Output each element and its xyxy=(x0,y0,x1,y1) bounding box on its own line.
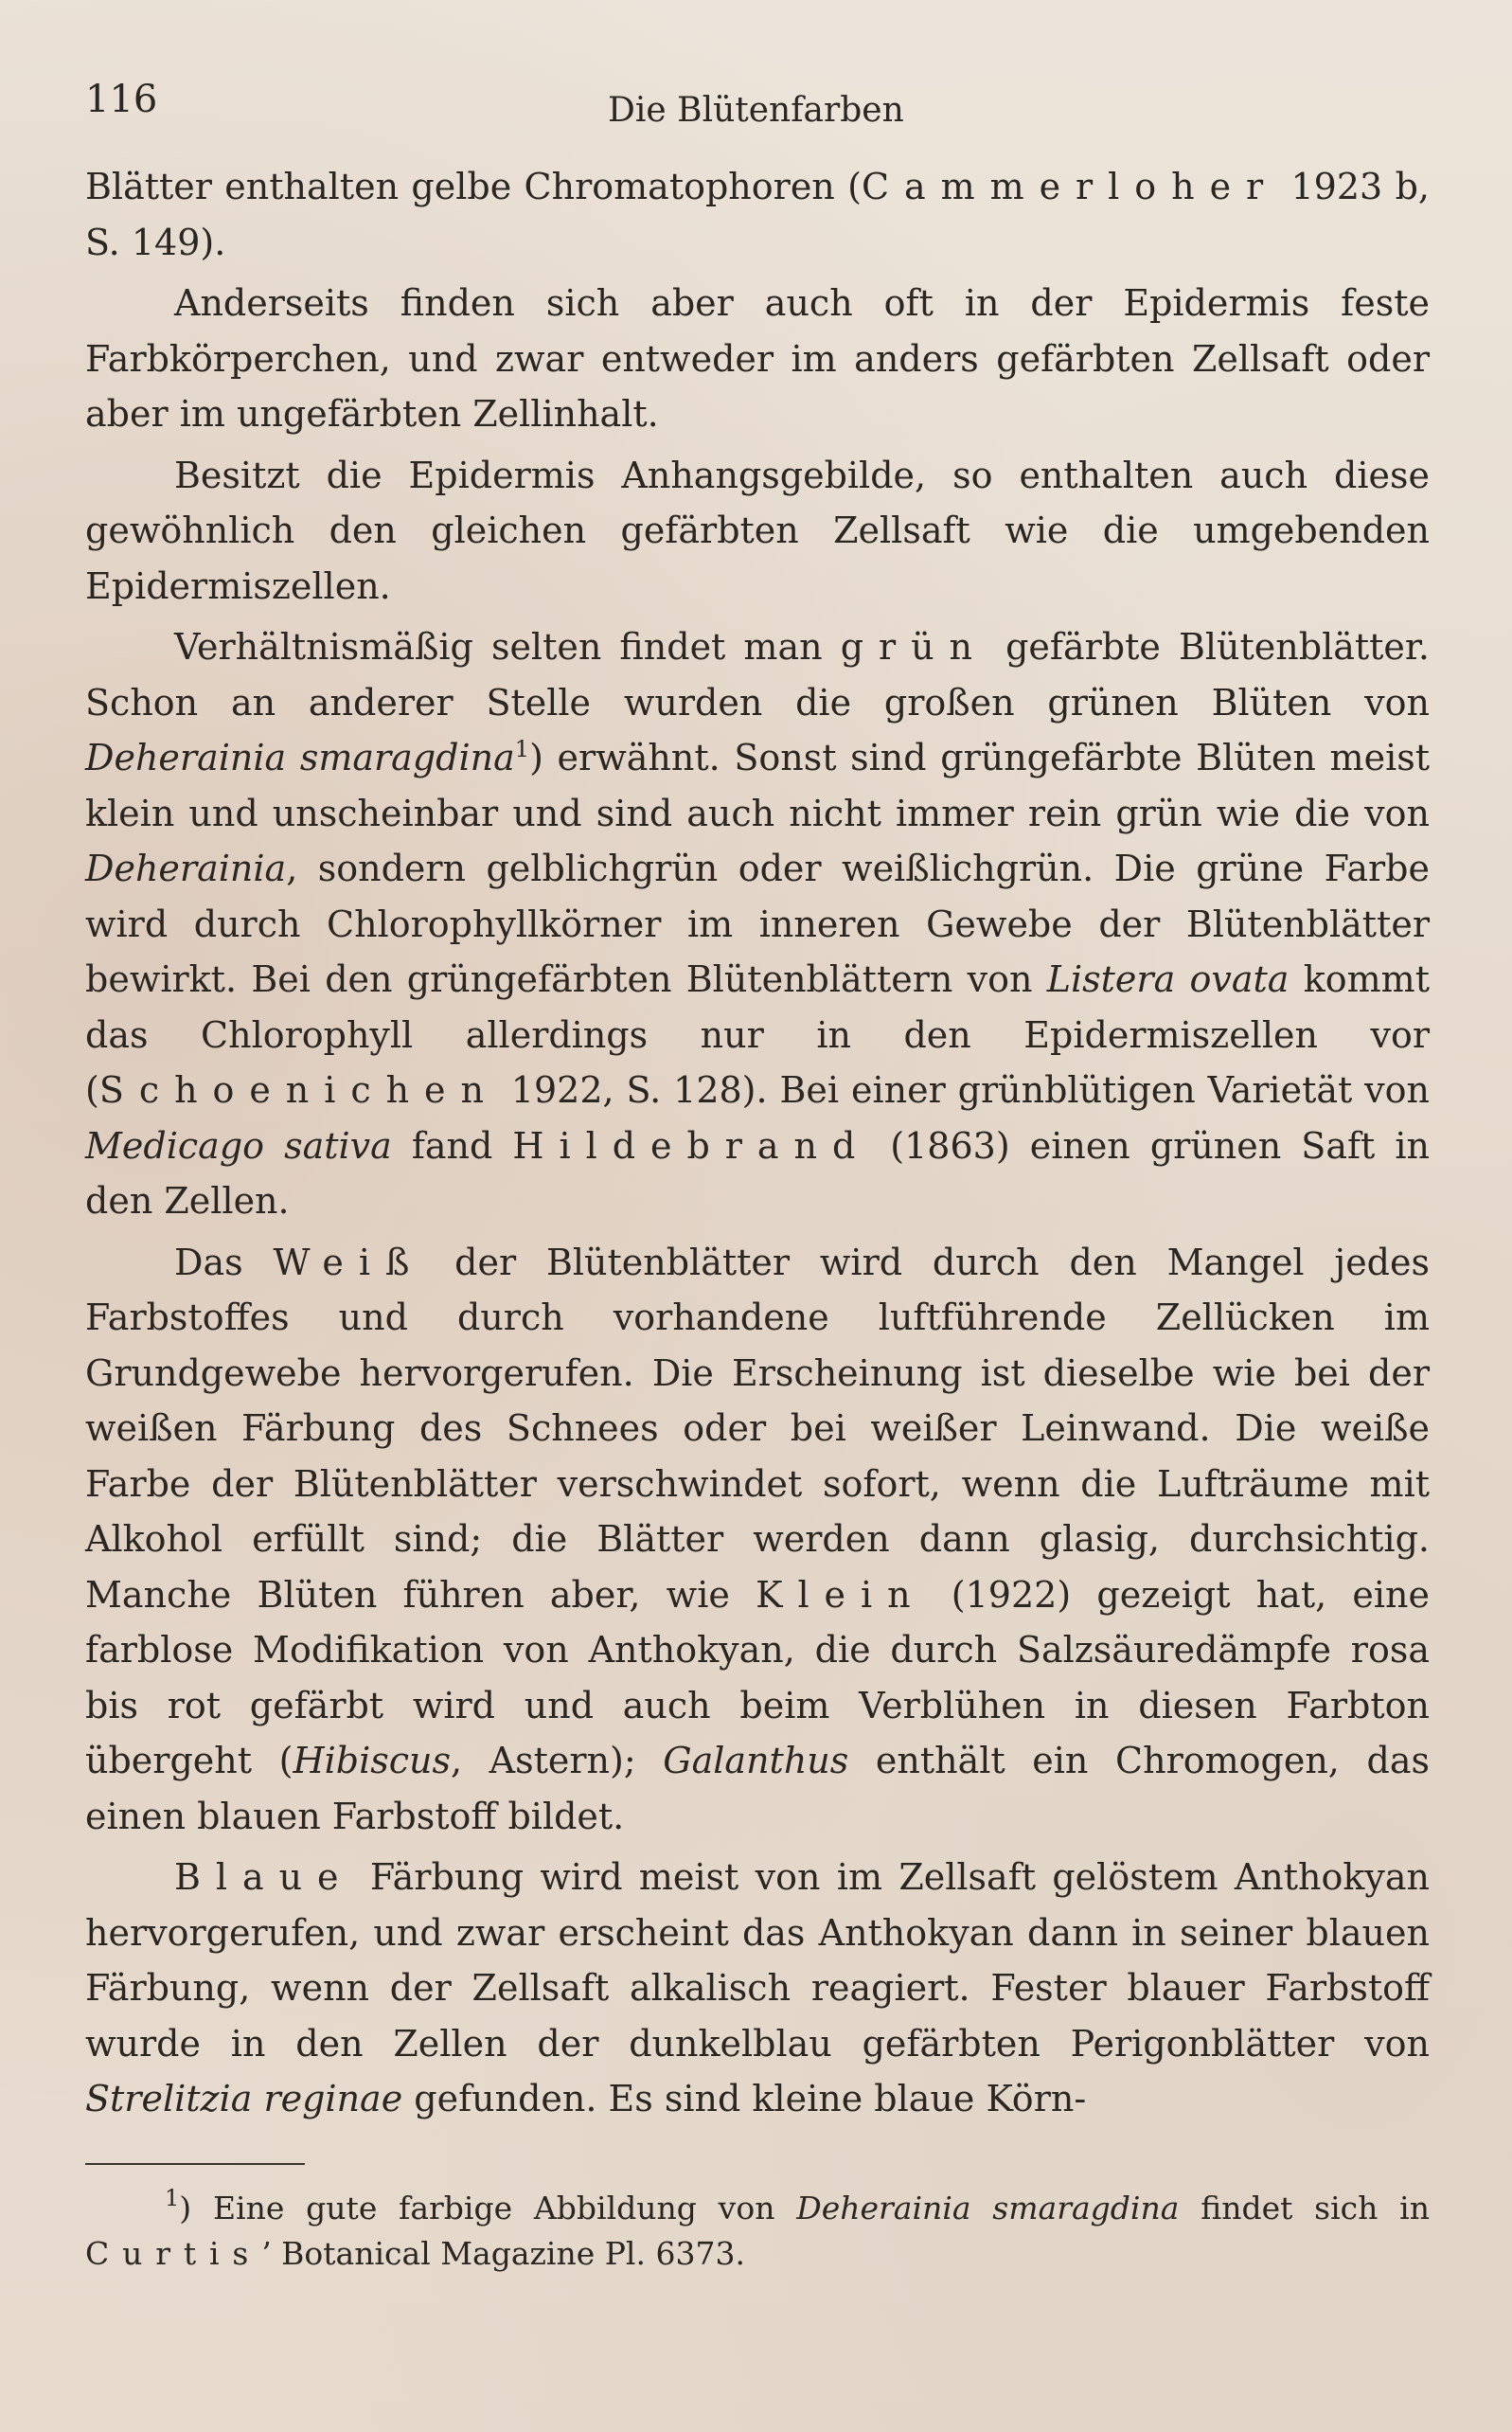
text-run: , Astern); xyxy=(450,1740,664,1781)
body-text xyxy=(85,159,1430,2127)
text-run: Färbung wird meist von im Zellsaft gelöstem Anthokyan hervorgerufen, und zwar erscheint das Anthokyan dann in seiner blauen Färbung, wenn der Zellsaft alkalisch reagiert. Fester blauer Farbstoff wurde in den Zellen der dunkelblau gefärbten Perigonblätter von xyxy=(85,1856,1430,2065)
running-title: Die Blütenfarben xyxy=(608,91,904,130)
spaced-name: Curtis xyxy=(85,2234,262,2272)
book-page xyxy=(85,66,1430,2308)
text-run: Blätter enthalten gelbe Chromatophoren ( xyxy=(85,166,862,207)
text-run: kommt das Chlorophyll allerdings nur in den Epidermiszellen vor ( xyxy=(85,958,1430,1111)
text-run: 1922, S. 128). Bei einer grünblütigen Varietät von xyxy=(498,1069,1430,1111)
paragraph xyxy=(85,448,1430,615)
italic-term: Hibiscus xyxy=(293,1740,451,1781)
spaced-name: Blaue xyxy=(174,1856,354,1898)
italic-term: Deherainia smaragdina xyxy=(85,737,515,778)
text-run: Anderseits finden sich aber auch oft in der Epidermis feste Farbkörperchen, und zwar entweder im anders gefärbten Zellsaft oder aber im ungefärbten Zellinhalt. xyxy=(85,282,1430,435)
paragraph xyxy=(85,1850,1430,2127)
paragraph xyxy=(85,159,1430,270)
text-run: ’ Botanical Magazine Pl. 6373. xyxy=(261,2234,745,2272)
text-run: findet sich in xyxy=(1179,2189,1430,2226)
paragraph xyxy=(85,276,1430,442)
page-header xyxy=(85,66,1430,142)
footnote xyxy=(85,2186,1430,2277)
text-run: (1863) einen grünen Saft in den Zellen. xyxy=(85,1124,1430,1222)
italic-term: Listera ovata xyxy=(1046,958,1290,1000)
footnote-marker: 1 xyxy=(514,736,530,762)
text-run: gefunden. Es sind kleine blaue Körn- xyxy=(402,2078,1087,2119)
paragraph xyxy=(85,1235,1430,1845)
italic-term: Deherainia xyxy=(85,848,287,889)
text-run: Das xyxy=(174,1241,274,1283)
spaced-name: Cammerloher xyxy=(861,166,1279,207)
text-run: 1923 b, S. 149). xyxy=(85,166,1430,263)
footnote-divider xyxy=(85,2163,305,2165)
page-number: 116 xyxy=(85,78,158,121)
text-run: der Blütenblätter wird durch den Mangel jedes Farbstoffes und durch vorhandene luftführende Zellücken im Grundgewebe hervorgerufen. Die Erscheinung ist dieselbe wie bei der weißen Färbung des Schnees oder bei weißer Leinwand. Die weiße Farbe der Blütenblätter verschwindet sofort, wenn die Lufträume mit Alkohol erfüllt sind; die Blätter werden dann glasig, durchsichtig. Manche Blüten führen aber, wie xyxy=(85,1241,1430,1616)
text-run: gefärbte Blütenblätter. Schon an anderer Stelle wurden die großen grünen Blüten von xyxy=(85,626,1430,724)
spaced-name: Hildebrand xyxy=(512,1124,871,1167)
paragraph xyxy=(85,619,1430,1229)
italic-term: Medicago sativa xyxy=(85,1124,392,1167)
footnote-marker: 1 xyxy=(165,2184,180,2211)
spaced-name: Schoenichen xyxy=(98,1069,499,1111)
text-run: ) Eine gute farbige Abbildung von xyxy=(179,2189,797,2226)
text-run: Besitzt die Epidermis Anhangsgebilde, so enthalten auch diese gewöhnlich den gleichen gefärbten Zellsaft wie die umgebenden Epidermiszellen. xyxy=(85,454,1430,607)
text-run: fand xyxy=(391,1124,513,1167)
text-run: ) erwähnt. Sonst sind grüngefärbte Blüten meist klein und unscheinbar und sind auch nicht immer rein grün wie die von xyxy=(85,737,1430,834)
spaced-name: grün xyxy=(840,626,987,668)
italic-term: Strelitzia reginae xyxy=(85,2078,403,2119)
text-run: , sondern gelblichgrün oder weißlichgrün. Die grüne Farbe wird durch Chlorophyllkörner im inneren Gewebe der Blütenblätter bewirkt. Bei den grüngefärbten Blütenblättern von xyxy=(85,848,1430,1000)
italic-term: Deherainia smaragdina xyxy=(796,2189,1180,2226)
spaced-name: Weiß xyxy=(273,1241,425,1283)
text-run: enthält ein Chromogen, das einen blauen Farbstoff bildet. xyxy=(85,1740,1430,1837)
italic-term: Galanthus xyxy=(663,1740,849,1781)
spaced-name: Klein xyxy=(756,1573,926,1616)
text-run: Verhältnismäßig selten findet man xyxy=(174,626,841,668)
text-run: (1922) gezeigt hat, eine farblose Modifikation von Anthokyan, die durch Salzsäuredämpfe rosa bis rot gefärbt wird und auch beim Verblühen in diesen Farbton übergeht ( xyxy=(85,1573,1431,1781)
